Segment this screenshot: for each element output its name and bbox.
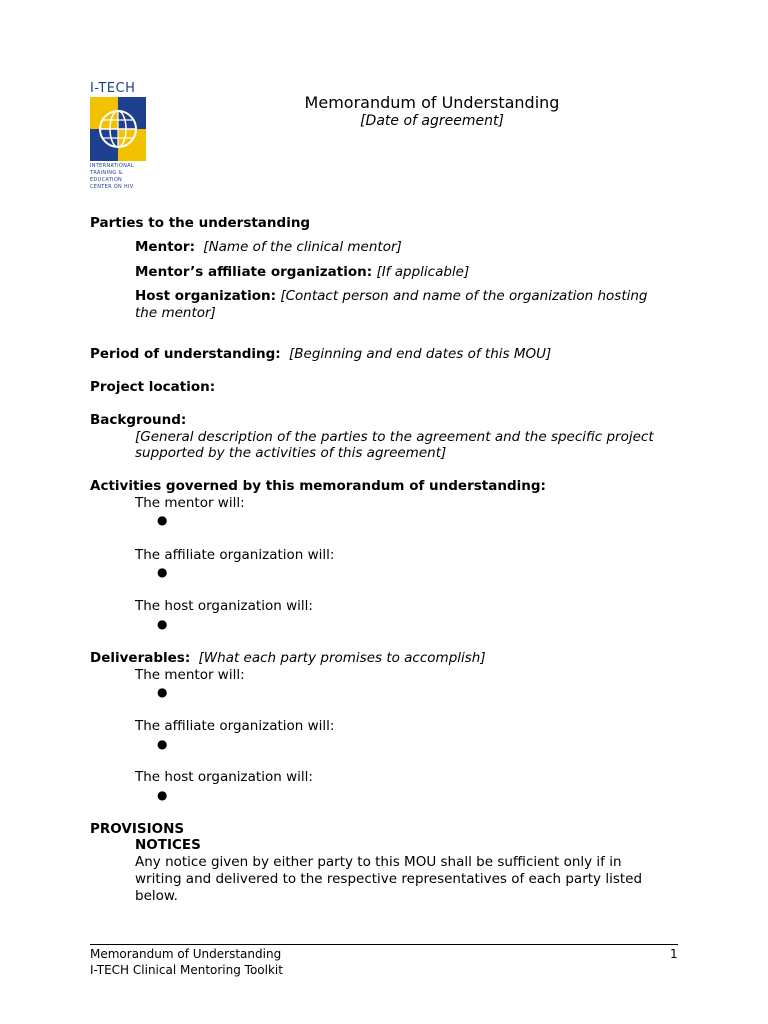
notices-heading: NOTICES bbox=[135, 837, 201, 853]
notices-text-3: below. bbox=[135, 888, 178, 904]
document-date: [Date of agreement] bbox=[360, 113, 504, 129]
document-title: Memorandum of Understanding bbox=[304, 93, 560, 112]
bullet-icon: ● bbox=[157, 565, 168, 579]
bullet-icon: ● bbox=[157, 617, 168, 631]
period-value: [Beginning and end dates of this MOU] bbox=[289, 346, 552, 362]
footer-title: Memorandum of Understanding bbox=[90, 947, 282, 961]
deliverables-host: The host organization will: bbox=[135, 769, 313, 785]
mentor-value: [Name of the clinical mentor] bbox=[203, 239, 402, 255]
period-label: Period of understanding: bbox=[90, 346, 281, 362]
affiliate-label: Mentor’s affiliate organization: bbox=[135, 264, 373, 280]
parties-heading: Parties to the understanding bbox=[90, 215, 311, 231]
deliverables-affiliate: The affiliate organization will: bbox=[135, 718, 335, 734]
deliverables-value: [What each party promises to accomplish] bbox=[198, 650, 486, 666]
notices-text-1: Any notice given by either party to this MOU shall be sufficient only if in bbox=[135, 854, 622, 870]
background-text-2: supported by the activities of this agreement] bbox=[135, 445, 447, 461]
deliverables-line bbox=[90, 650, 486, 666]
background-text-1: [General description of the parties to the agreement and the specific project bbox=[135, 429, 654, 445]
page-number: 1 bbox=[670, 947, 678, 961]
host-label: Host organization: bbox=[135, 288, 277, 304]
activities-heading: Activities governed by this memorandum of understanding: bbox=[90, 478, 546, 494]
footer-toolkit: I-TECH Clinical Mentoring Toolkit bbox=[90, 963, 283, 977]
location-label: Project location: bbox=[90, 379, 216, 395]
affiliate-line bbox=[135, 264, 469, 280]
deliverables-mentor: The mentor will: bbox=[135, 667, 245, 683]
activities-affiliate: The affiliate organization will: bbox=[135, 547, 335, 563]
period-line bbox=[90, 346, 551, 362]
bullet-icon: ● bbox=[157, 513, 168, 527]
affiliate-value: [If applicable] bbox=[376, 264, 470, 280]
host-value-cont: the mentor] bbox=[135, 305, 216, 321]
logo-tagline: INTERNATIONAL TRAINING & EDUCATION CENTER ON HIV bbox=[90, 163, 134, 190]
mentor-line bbox=[135, 239, 402, 255]
host-value: [Contact person and name of the organization hosting bbox=[280, 288, 648, 304]
notices-text-2: writing and delivered to the respective representatives of each party listed bbox=[135, 871, 643, 887]
deliverables-label: Deliverables: bbox=[90, 650, 191, 666]
host-line bbox=[135, 288, 648, 304]
activities-mentor: The mentor will: bbox=[135, 495, 245, 511]
provisions-heading: PROVISIONS bbox=[90, 821, 185, 837]
bullet-icon: ● bbox=[157, 737, 168, 751]
footer-divider bbox=[90, 944, 678, 945]
bullet-icon: ● bbox=[157, 685, 168, 699]
activities-host: The host organization will: bbox=[135, 598, 313, 614]
logo-title: I-TECH bbox=[90, 81, 136, 96]
mentor-label: Mentor: bbox=[135, 239, 195, 255]
bullet-icon: ● bbox=[157, 788, 168, 802]
background-label: Background: bbox=[90, 412, 187, 428]
